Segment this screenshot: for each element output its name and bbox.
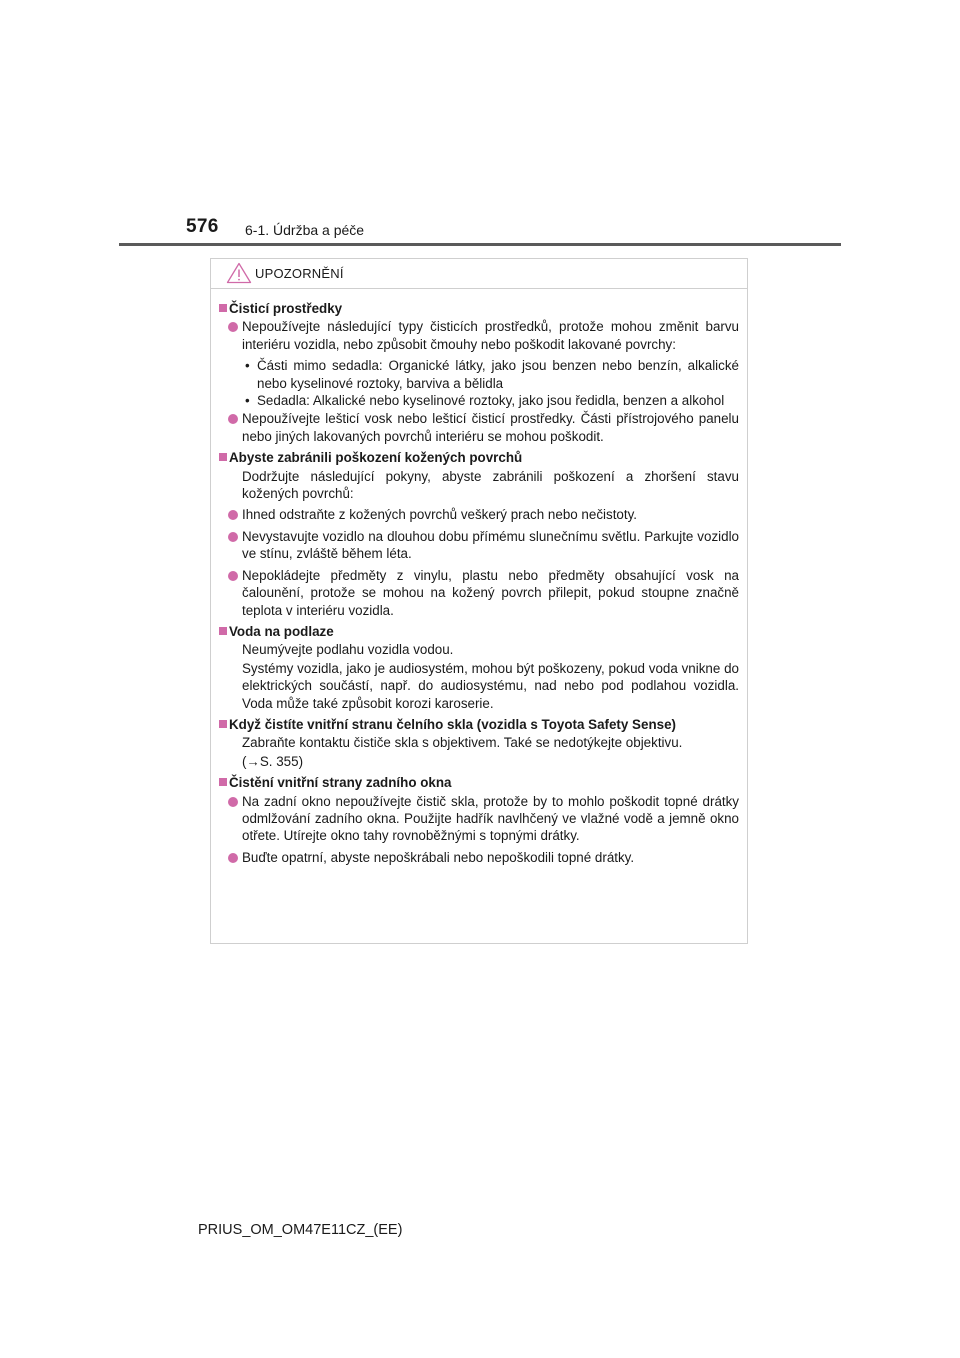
- list-item-text: Nevystavujte vozidlo na dlouhou dobu přímému slunečnímu světlu. Parkujte vozidlo ve stínu, zvláště během léta.: [242, 528, 739, 562]
- sub-bullet-mark: •: [245, 358, 250, 374]
- list-item: [220, 318, 739, 353]
- document-code: PRIUS_OM_OM47E11CZ_(EE): [198, 1222, 403, 1238]
- sub-list-item-text: Části mimo sedadla: Organické látky, jako jsou benzen nebo benzín, alkalické nebo kyselinové roztoky, barviva a bělidla: [257, 358, 739, 391]
- square-bullet-icon: [219, 304, 227, 312]
- square-bullet-icon: [219, 778, 227, 786]
- list-item-text: Na zadní okno nepoužívejte čistič skla, protože by to mohlo poškodit topné drátky odmlžování zadního okna. Použijte hadřík navlhčený ve vlažné vodě a jemně okno otřete. Utírejte okno tahy rovnoběžnými s topnými drátky.: [242, 793, 739, 844]
- sub-list: [220, 357, 739, 409]
- section-heading: [220, 774, 739, 791]
- square-bullet-icon: [219, 627, 227, 635]
- circle-bullet-icon: [228, 571, 238, 581]
- paragraph: Zabraňte kontaktu čističe skla s objektivem. Také se nedotýkejte objektivu.: [242, 735, 683, 751]
- circle-bullet-icon: [228, 532, 238, 542]
- header-rule: [119, 243, 841, 246]
- list-item: [220, 567, 739, 619]
- section-heading-text: Čisticí prostředky: [229, 301, 343, 316]
- sub-list-item: [220, 392, 739, 409]
- paragraph: Neumývejte podlahu vozidla vodou.: [242, 642, 454, 658]
- section-heading: [220, 716, 739, 733]
- section-heading-text: Abyste zabránili poškození kožených povrchů: [229, 450, 523, 466]
- sub-list-item: [220, 357, 739, 392]
- warning-header: [211, 259, 747, 289]
- list-item-text: Buďte opatrní, abyste nepoškrábali nebo nepoškodili topné drátky.: [242, 849, 635, 865]
- list-item: [220, 528, 739, 563]
- page-reference: (→S. 355): [242, 753, 304, 769]
- paragraph: Systémy vozidla, jako je audiosystém, mohou být poškozeny, pokud voda vnikne do elektrických součástí, např. do audiosystému, nad nebo pod podlahou vozidla. Voda může také způsobit korozi karoserie.: [242, 660, 739, 711]
- list-item-text: Nepoužívejte následující typy čisticích prostředků, protože mohou změnit barvu interiéru vozidla, nebo způsobit čmouhy nebo poškodit lakované povrchy:: [242, 319, 739, 352]
- section-heading: [220, 449, 739, 466]
- section-heading: [220, 300, 739, 317]
- paragraph: Dodržujte následující pokyny, abyste zabránili poškození a zhoršení stavu kožených povrchů:: [242, 468, 739, 502]
- circle-bullet-icon: [228, 853, 238, 863]
- page-number: 576: [186, 216, 219, 237]
- warning-triangle-icon: [226, 262, 252, 284]
- section-heading-text: Voda na podlaze: [229, 623, 334, 639]
- list-item: [220, 849, 739, 866]
- list-item-text: Nepokládejte předměty z vinylu, plastu nebo předměty obsahující vosk na čalounění, protože se mohou na kožený povrch přilepit, pokud stoupne značně teplota v interiéru vozidla.: [242, 567, 739, 618]
- section-heading-text: Čistění vnitřní strany zadního okna: [229, 775, 452, 791]
- warning-box: [210, 258, 748, 944]
- warning-content: [211, 289, 747, 866]
- circle-bullet-icon: [228, 797, 238, 807]
- circle-bullet-icon: [228, 414, 238, 424]
- list-item: [220, 506, 739, 523]
- circle-bullet-icon: [228, 510, 238, 520]
- section-heading: [220, 623, 739, 640]
- warning-label: UPOZORNĚNÍ: [255, 266, 344, 281]
- list-item-text: Ihned odstraňte z kožených povrchů veškerý prach nebo nečistoty.: [242, 507, 637, 523]
- list-item: [220, 793, 739, 845]
- section-title: 6-1. Údržba a péče: [245, 222, 365, 238]
- section-heading-text: Když čistíte vnitřní stranu čelního skla (vozidla s Toyota Safety Sense): [229, 716, 676, 732]
- list-item: [220, 410, 739, 445]
- square-bullet-icon: [219, 453, 227, 461]
- list-item-text: Nepoužívejte lešticí vosk nebo lešticí čisticí prostředky. Části přístrojového panelu nebo jiných lakovaných povrchů interiéru se mohou poškodit.: [242, 411, 739, 444]
- circle-bullet-icon: [228, 322, 238, 332]
- sub-bullet-mark: •: [245, 393, 250, 409]
- square-bullet-icon: [219, 720, 227, 728]
- sub-list-item-text: Sedadla: Alkalické nebo kyselinové roztoky, jako jsou ředidla, benzen a alkohol: [257, 393, 725, 409]
